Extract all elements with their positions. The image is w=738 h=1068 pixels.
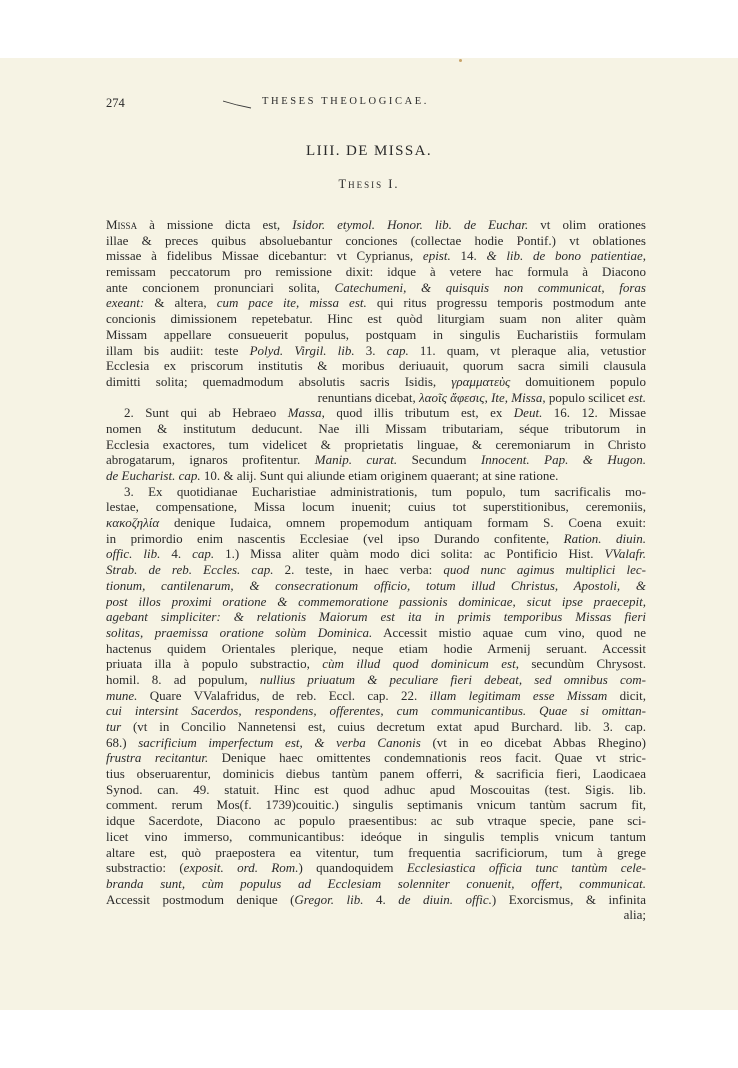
text-line bbox=[106, 233, 646, 249]
text-run: qui ritus progressu temporis postmodum ante bbox=[366, 295, 646, 311]
italic-run: Catechumeni, & quisquis non communicat, foras bbox=[334, 279, 646, 295]
text-run: tius obseruarentur, dominicis diebus tantùm panem offerri, & sacrificia fieri, Laodicaea bbox=[106, 766, 646, 782]
text-run: nomen & institutum deducunt. Nae illi Missam tributariam, séque tributorum in bbox=[106, 420, 646, 436]
italic-run: Isidor. etymol. Honor. lib. de Euchar. bbox=[292, 217, 529, 232]
text-line bbox=[106, 452, 646, 468]
text-line bbox=[106, 264, 646, 280]
italic-run: Innocent. Pap. & Hugon. bbox=[480, 452, 646, 468]
text-line bbox=[106, 703, 646, 719]
text-line bbox=[106, 672, 646, 688]
text-run: ) Exorcismus, & infinita bbox=[491, 891, 646, 907]
text-line bbox=[106, 217, 646, 233]
text-run: Synod. can. 49. statuit. Hinc est quod adhuc apud Moscouitas (test. Sigis. lib. bbox=[106, 781, 646, 797]
text-line bbox=[106, 468, 646, 484]
text-run: 11. quam, vt pleraque alia, vetustior bbox=[408, 342, 646, 358]
italic-run: tur bbox=[106, 719, 122, 734]
text-line bbox=[106, 515, 646, 531]
text-line bbox=[106, 750, 646, 766]
text-line bbox=[106, 735, 646, 751]
italic-run: Massa bbox=[287, 405, 322, 421]
text-run: substractio: ( bbox=[106, 860, 184, 876]
text-run: (vt in eo dicebat Abbas Rhegino) bbox=[420, 734, 646, 750]
text-run: renuntians dicebat, bbox=[317, 389, 420, 405]
text-line bbox=[106, 343, 646, 359]
text-run: licet vino immerso, communicantibus: ideóque in singulis templis vnicum tantum bbox=[106, 828, 646, 844]
text-line bbox=[106, 845, 646, 861]
text-run: domuitionem populo bbox=[510, 373, 646, 389]
italic-run: cùm illud quod dominicum est bbox=[322, 656, 516, 672]
italic-run: quod nunc agimus multiplici lec- bbox=[443, 562, 646, 578]
text-run: ) quandoquidem bbox=[298, 860, 407, 876]
text-line bbox=[106, 594, 646, 610]
italic-run: exposit. ord. Rom. bbox=[183, 860, 299, 876]
text-line bbox=[106, 719, 646, 735]
italic-run: nullius priuatum & peculiare fieri debeat, sed omnibus com- bbox=[259, 671, 646, 687]
italic-run: Ration. diuin. bbox=[563, 530, 646, 546]
text-run: concionis dimissionem repetebatur. Hinc est quòd liturgiam suam non aliter quàm bbox=[106, 311, 646, 327]
text-line bbox=[106, 531, 646, 547]
text-line bbox=[106, 437, 646, 453]
text-line bbox=[106, 358, 646, 374]
italic-run: tionum, cantilenarum, & consecrationum officio, totum illud Christus, Apostoli, & bbox=[106, 577, 646, 593]
text-run: , quod illis tributum est, ex bbox=[321, 405, 514, 421]
text-line bbox=[106, 892, 646, 908]
text-line bbox=[106, 625, 646, 641]
text-run: priuata illa à populo substractio, bbox=[106, 656, 323, 672]
text-line bbox=[106, 829, 646, 845]
text-run: 4. bbox=[160, 546, 193, 562]
text-run: ante concionem pronunciari solita, bbox=[106, 279, 335, 295]
text-line bbox=[106, 782, 646, 798]
thesis-title: Thesis I. bbox=[338, 177, 400, 191]
top-margin bbox=[0, 0, 738, 58]
text-run: Secundum bbox=[397, 452, 481, 468]
text-line bbox=[106, 876, 646, 892]
italic-run: de diuin. offic. bbox=[398, 891, 492, 907]
italic-run: solitas, praemissa oratione solùm Dominica. bbox=[106, 624, 373, 640]
page-number: 274 bbox=[106, 96, 125, 110]
text-run: hactenus quidem Orientales plerique, neque etiam hodie Armenij seruant. Accessit bbox=[106, 640, 646, 656]
text-run: 2. Sunt qui ab Hebraeo bbox=[124, 405, 288, 421]
text-line bbox=[106, 546, 646, 562]
text-run: remissam peccatorum pro remissione dixit: idque à vetere hac formula à Diacono bbox=[106, 264, 646, 280]
italic-run: post illos proximi oratione & commemoratione passionis dominicae, sicut ipse praecepit, bbox=[106, 593, 646, 609]
text-run: Missa bbox=[106, 217, 138, 232]
text-line bbox=[106, 562, 646, 578]
italic-run: Deut. bbox=[513, 405, 543, 421]
italic-run: Gregor. lib. bbox=[294, 891, 364, 907]
text-run: 1.) Missa aliter quàm modo dici solita: ac Pontificio Hist. bbox=[214, 546, 605, 562]
italic-run: & lib. de bono patientiae bbox=[486, 248, 643, 264]
text-line bbox=[106, 374, 646, 390]
paper-fleck bbox=[459, 59, 462, 62]
text-run: Accessit postmodum denique ( bbox=[106, 891, 295, 907]
bottom-margin bbox=[0, 1010, 738, 1068]
text-run: 68.) bbox=[106, 734, 139, 750]
text-line bbox=[106, 280, 646, 296]
italic-run: agebant simpliciter: & relationis Maiorum est ita in primis temporibus Missas fieri bbox=[106, 609, 646, 625]
text-run: abrogatarum, ignaros profitentur. bbox=[106, 452, 315, 468]
text-line bbox=[106, 797, 646, 813]
body-text bbox=[106, 217, 646, 923]
text-run: & altera, bbox=[144, 295, 217, 311]
italic-run: branda sunt, cùm populus ad Ecclesiam solenniter conuenit, offert, communicat. bbox=[106, 875, 646, 891]
text-line bbox=[106, 405, 646, 421]
text-run: homil. 8. ad populum, bbox=[106, 671, 260, 687]
text-run: in primordio enim nascentis Ecclesiae (vel ipso Durando confitente, bbox=[106, 530, 564, 546]
text-line bbox=[106, 766, 646, 782]
text-line bbox=[106, 390, 646, 406]
text-line bbox=[106, 813, 646, 829]
italic-run: VValafr. bbox=[604, 546, 646, 562]
italic-run: Polyd. Virgil. lib. bbox=[249, 342, 355, 358]
text-line bbox=[106, 295, 646, 311]
italic-run: Ite, Missa bbox=[491, 389, 543, 405]
text-line bbox=[106, 688, 646, 704]
italic-run: illam legitimam esse Missam bbox=[429, 687, 608, 703]
text-run: Denique haec omittentes condemnationis reos facit. Quae vt stric- bbox=[208, 750, 646, 766]
text-run: vt olim orationes bbox=[528, 217, 646, 232]
text-run: (vt in Concilio Nannetensi est, cuius decretum extat apud Burchard. lib. 3. cap. bbox=[121, 719, 646, 734]
text-run: , populo scilicet bbox=[542, 389, 629, 405]
text-run: missae à fidelibus Missae dicebantur: vt Cyprianus, bbox=[106, 248, 423, 264]
text-line bbox=[106, 578, 646, 594]
text-run: , secundùm Chrysost. bbox=[515, 656, 646, 672]
text-line bbox=[106, 907, 646, 923]
text-line bbox=[106, 484, 646, 500]
text-run: Ecclesia ex priscorum institutis & moribus deriuauit, quorum sacra simili clausula bbox=[106, 358, 646, 374]
italic-run: epist. bbox=[422, 248, 451, 264]
text-run: à missione dicta est, bbox=[137, 217, 293, 232]
text-run: Accessit mistio aquae cum vino, quod ne bbox=[372, 624, 646, 640]
text-line bbox=[106, 327, 646, 343]
italic-run: frustra recitantur. bbox=[106, 750, 209, 766]
text-line bbox=[106, 656, 646, 672]
italic-run: mune. bbox=[106, 687, 138, 703]
text-run: denique Iudaica, omnem propemodum antiquam formam S. Coena exuit: bbox=[159, 515, 646, 531]
text-run: 14. bbox=[450, 248, 487, 264]
text-run: 3. Ex quotidianae Eucharistiae administrationis, tum populo, tum sacrificalis mo- bbox=[124, 483, 646, 499]
text-run: illam bis audiit: teste bbox=[106, 342, 250, 358]
italic-run: Strab. de reb. Eccles. cap. bbox=[106, 562, 274, 578]
text-run: 4. bbox=[363, 891, 399, 907]
text-run: , bbox=[484, 389, 492, 405]
italic-run: sacrificium imperfectum est, & verba Canonis bbox=[138, 734, 421, 750]
italic-run: γραμματεὺς bbox=[451, 373, 511, 389]
text-line bbox=[106, 860, 646, 876]
text-run: lestae, compensatione, Missa locum inuenit; cuius tot superstitionibus, ceremoniis, bbox=[106, 499, 646, 515]
text-line bbox=[106, 311, 646, 327]
text-run: comment. rerum Mos(f. 1739)couitic.) singulis septimanis vnicum tantùm sacrum fit, bbox=[106, 797, 646, 813]
running-title: THESES THEOLOGICAE. bbox=[262, 96, 430, 107]
text-line bbox=[106, 609, 646, 625]
italic-run: est. bbox=[628, 389, 646, 405]
italic-run: cum pace ite, missa est. bbox=[216, 295, 367, 311]
italic-run: Manip. curat. bbox=[314, 452, 398, 468]
chapter-title: LIII. DE MISSA. bbox=[306, 143, 432, 159]
text-run: alia; bbox=[623, 907, 646, 923]
italic-run: cui intersint Sacerdos, respondens, offerentes, cum communicantibus. Quae si omittan- bbox=[106, 703, 646, 719]
italic-run: exeant: bbox=[106, 295, 145, 311]
text-line bbox=[106, 248, 646, 264]
text-run: illae & preces quibus absoluebantur conciones (collectae hodie Pontif.) vt oblationes bbox=[106, 232, 646, 248]
text-run: altare est, quò praepostera ea vitentur, tum frequentia sacrificiorum, tum à grege bbox=[106, 844, 646, 860]
italic-run: Ecclesiastica officia tunc tantùm cele- bbox=[406, 860, 646, 876]
running-header bbox=[106, 96, 646, 112]
text-run: Ecclesia exactores, tum videlicet & proprietatis linguae, & ceremoniarum in Christo bbox=[106, 436, 646, 452]
text-run: Missam appellare consueuerit populus, postquam in singulis Eucharistiis formulam bbox=[106, 326, 646, 342]
text-line bbox=[106, 421, 646, 437]
text-run: dicit, bbox=[607, 687, 646, 703]
text-line bbox=[106, 499, 646, 515]
italic-run: κακοζηλία bbox=[106, 515, 160, 531]
text-run: dimitti solita; quemadmodum absolutis sacris Isidis, bbox=[106, 373, 452, 389]
text-run: 3. bbox=[354, 342, 387, 358]
italic-run: cap. bbox=[192, 546, 215, 562]
text-run: 16. 12. Missae bbox=[542, 405, 646, 421]
italic-run: cap. bbox=[386, 342, 409, 358]
italic-run: offic. lib. bbox=[106, 546, 161, 562]
text-run: idque Sacerdote, Diacono ac populo praesentibus: ac sub vtraque specie, pane sci- bbox=[106, 813, 646, 829]
italic-run: de Eucharist. cap. bbox=[106, 468, 201, 483]
italic-run: λαοῖς ἄφεσις bbox=[419, 389, 485, 405]
text-run: 2. teste, in haec verba: bbox=[273, 562, 444, 578]
text-line bbox=[106, 641, 646, 657]
text-run: 10. & alij. Sunt qui aliunde etiam originem quaerant; at sine ratione. bbox=[200, 468, 559, 483]
text-run: , bbox=[642, 248, 646, 264]
text-run: Quare VValafridus, de reb. Eccl. cap. 22. bbox=[137, 687, 430, 703]
